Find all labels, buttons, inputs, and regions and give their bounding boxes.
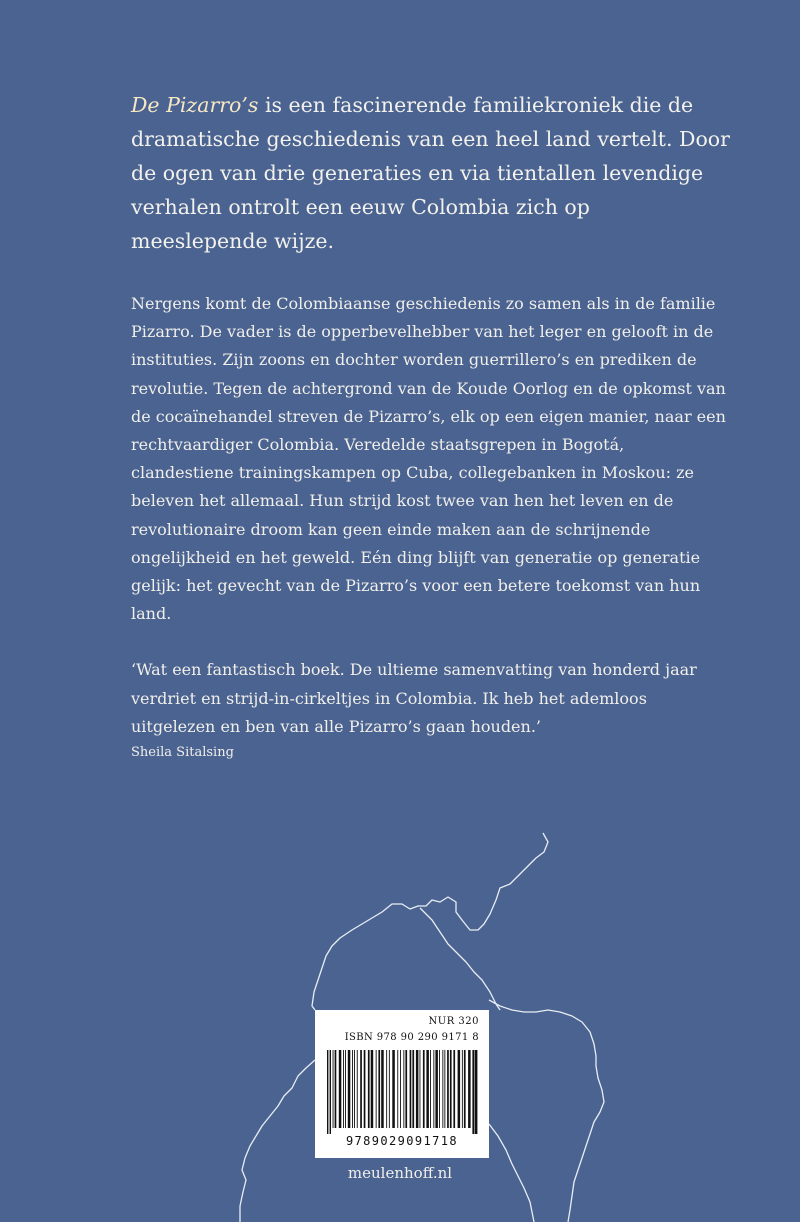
barcode-bar — [450, 1050, 452, 1128]
barcode-bar — [426, 1050, 429, 1128]
barcode-bar — [386, 1050, 387, 1128]
barcode-bar — [475, 1050, 476, 1134]
isbn-number: ISBN 978 90 290 9171 8 — [344, 1032, 479, 1043]
barcode-bar — [403, 1050, 404, 1128]
barcode-bar — [439, 1050, 440, 1128]
barcode-bar — [453, 1050, 455, 1128]
barcode-bar — [423, 1050, 425, 1128]
barcode-bar — [476, 1050, 477, 1134]
barcode-bar — [433, 1050, 434, 1128]
barcode-bar — [389, 1050, 390, 1128]
nur-code: NUR 320 — [428, 1016, 479, 1027]
barcode-bar — [464, 1050, 466, 1128]
publisher-url: meulenhoff.nl — [347, 1164, 453, 1182]
intro-paragraph — [131, 88, 731, 258]
barcode-bar — [352, 1050, 353, 1128]
barcode-label — [315, 1010, 489, 1158]
barcode-bar — [412, 1050, 414, 1128]
barcode-bar — [447, 1050, 449, 1128]
barcode-bar — [458, 1050, 461, 1128]
barcode-bar — [335, 1050, 337, 1128]
barcode-bar — [381, 1050, 384, 1128]
barcode-bar — [416, 1050, 419, 1128]
barcode-bar — [430, 1050, 431, 1128]
book-title: De Pizarro’s — [131, 93, 259, 117]
barcode-bars — [325, 1050, 479, 1134]
barcode-bar — [468, 1050, 471, 1128]
barcode-bar — [392, 1050, 395, 1128]
barcode-bar — [345, 1050, 346, 1128]
barcode-bar — [339, 1050, 342, 1128]
synopsis-paragraph: Nergens komt de Colombiaanse geschiedenis zo samen als in de familie Pizarro. De vader is de opperbevelhebber van het leger en gelooft in de instituties. Zijn zoons en dochter worden guerrillero’s en prediken de revolutie. Tegen de achtergrond van de Koude Oorlog en de opkomst van de cocaïnehandel streven de Pizarro’s, elk op een eigen manier, naar een rechtvaardiger Colombia. Veredelde staatsgrepen in Bogotá, clandestiene trainingskampen op Cuba, collegebanken in Moskou: ze beleven het allemaal. Hun strijd kost twee van hen het leven en de revolutionaire droom kan geen einde maken aan de schrijnende ongelijkheid en het geweld. Eén ding blijft van generatie op generatie gelijk: het gevecht van de Pizarro’s voor een betere toekomst van hun land. — [131, 294, 726, 624]
barcode-bar — [444, 1050, 445, 1128]
barcode-bar — [354, 1050, 355, 1128]
barcode-bar — [364, 1050, 366, 1128]
back-cover-text — [131, 88, 731, 764]
barcode-bar — [397, 1050, 398, 1128]
review-quote: ‘Wat een fantastisch boek. De ultieme samenvatting van honderd jaar verdriet en strijd-in-cirkeltjes in Colombia. Ik heb het ademloos uitgelezen en ben van alle Pizarro’s gaan houden.’ — [131, 660, 697, 736]
barcode-bar — [420, 1050, 421, 1128]
barcode-bar — [368, 1050, 370, 1128]
barcode-bar — [371, 1050, 374, 1128]
barcode-bar — [376, 1050, 377, 1128]
quote-author: Sheila Sitalsing — [131, 745, 234, 761]
barcode-bar — [405, 1050, 407, 1128]
barcode-bar — [410, 1050, 412, 1128]
barcode-bar — [357, 1050, 358, 1128]
intro-text: is een fascinerende familiekroniek die de dramatische geschiedenis van een heel land vertelt. Door de ogen van drie generaties en via tientallen levendige verhalen ontrolt een eeuw Colombia zich op meeslepende wijze. — [131, 93, 730, 253]
barcode-bar — [442, 1050, 443, 1128]
barcode-bar — [400, 1050, 401, 1128]
ean-digits: 9789029091718 — [345, 1134, 459, 1148]
barcode-bar — [435, 1050, 438, 1128]
barcode-bar — [348, 1050, 351, 1128]
barcode-bar — [378, 1050, 380, 1128]
barcode-bar — [330, 1050, 331, 1134]
barcode-bar — [473, 1050, 474, 1134]
barcode-bar — [343, 1050, 344, 1128]
barcode-bar — [360, 1050, 362, 1128]
barcode-bar — [327, 1050, 328, 1134]
barcode-bar — [333, 1050, 334, 1128]
barcode-bar — [462, 1050, 463, 1128]
